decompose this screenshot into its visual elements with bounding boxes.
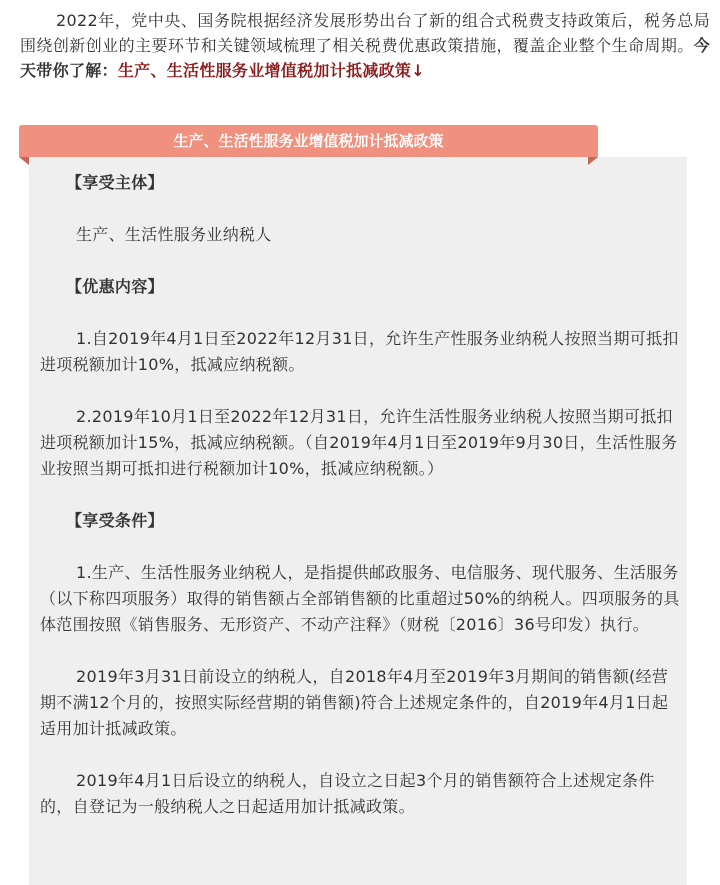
condition-3: 2019年4月1日后设立的纳税人，自设立之日起3个月的销售额符合上述规定条件的，自登记为一般纳税人之日起适用加计抵减政策。 xyxy=(40,771,655,816)
banner-fold-right xyxy=(588,157,598,165)
banner-fold-left xyxy=(19,157,29,165)
subject-heading: 【享受主体】 xyxy=(66,173,164,192)
subject-text: 生产、生活性服务业纳税人 xyxy=(76,225,272,244)
content-heading: 【优惠内容】 xyxy=(66,277,164,296)
condition-2: 2019年3月31日前设立的纳税人，自2018年4月至2019年3月期间的销售额(经营期不满12个月的，按照实际经营期的销售额)符合上述规定条件的，自2019年4月1日起适用加计抵减政策。 xyxy=(40,667,669,738)
content-item-1: 1.自2019年4月1日至2022年12月31日，允许生产性服务业纳税人按照当期可抵扣进项税额加计10%，抵减应纳税额。 xyxy=(40,329,679,374)
intro-text: 2022年，党中央、国务院根据经济发展形势出台了新的组合式税费支持政策后，税务总局围绕创新创业的主要环节和关键领域梳理了相关税费优惠政策措施，覆盖企业整个生命周期。 xyxy=(20,11,710,55)
down-arrow-icon: ↓ xyxy=(411,61,425,80)
conditions-heading: 【享受条件】 xyxy=(66,511,164,530)
content-item-2: 2.2019年10月1日至2022年12月31日，允许生活性服务业纳税人按照当期可抵扣进项税额加计15%，抵减应纳税额。（自2019年4月1日至2019年9月30日，生活性服务业按照当期可抵扣进行税额加计10%，抵减应纳税额。） xyxy=(40,407,678,478)
intro-lead: 今天带你了解： xyxy=(20,36,710,80)
section-banner xyxy=(19,125,598,165)
policy-content xyxy=(40,170,680,820)
intro-paragraph xyxy=(20,8,710,83)
condition-1: 1.生产、生活性服务业纳税人，是指提供邮政服务、电信服务、现代服务、生活服务（以下称四项服务）取得的销售额占全部销售额的比重超过50%的纳税人。四项服务的具体范围按照《销售服务、无形资产、不动产注释》（财税〔2016〕36号印发）执行。 xyxy=(40,563,680,634)
banner-title: 生产、生活性服务业增值税加计抵减政策 xyxy=(19,125,598,157)
intro-highlight: 生产、生活性服务业增值税加计抵减政策 xyxy=(117,61,412,80)
